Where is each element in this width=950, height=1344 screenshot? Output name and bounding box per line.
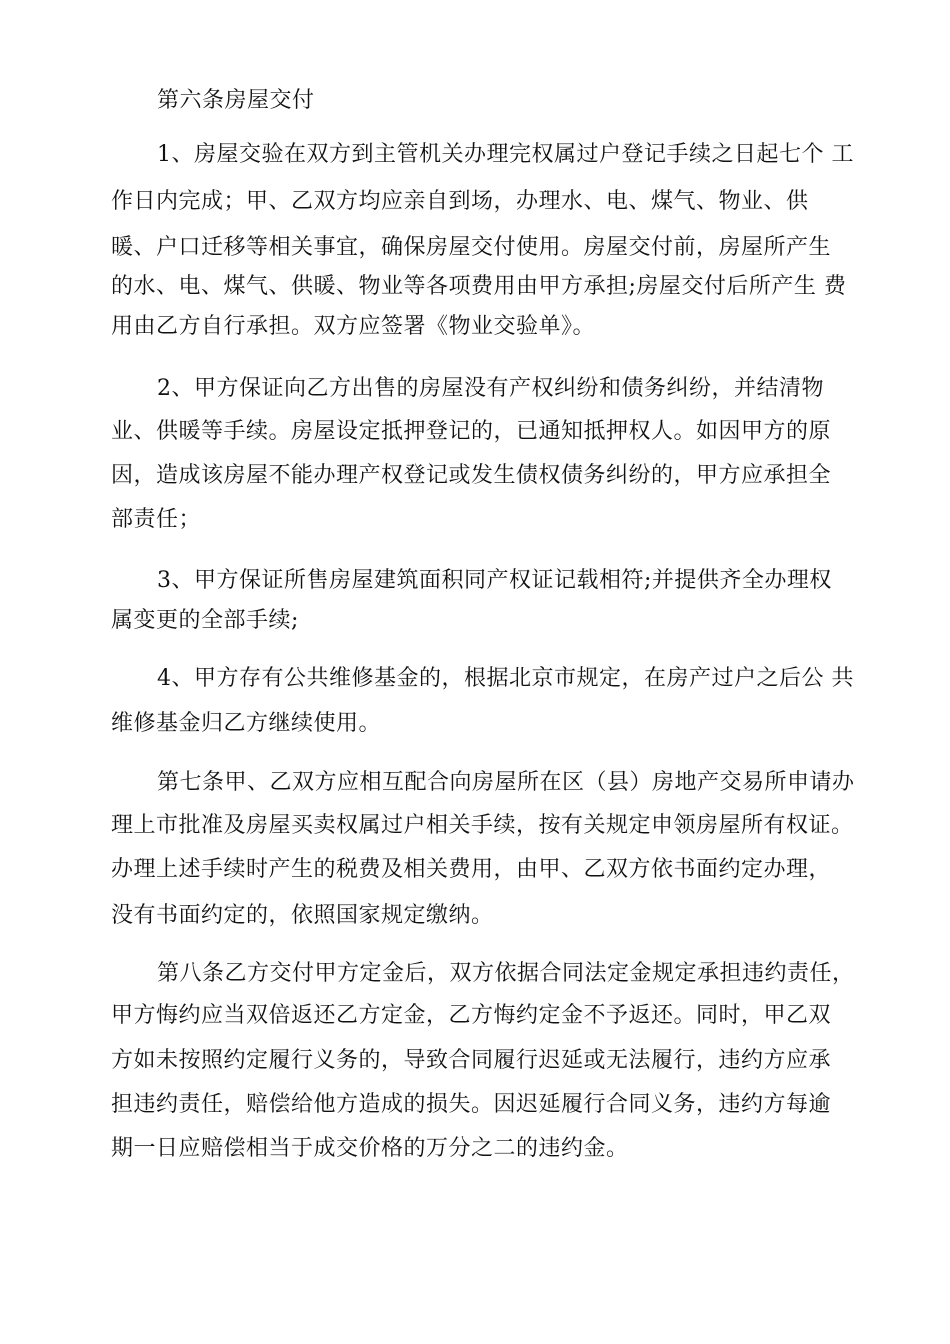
paragraph-1-line-3: 暖、户口迁移等相关事宜，确保房屋交付使用。房屋交付前，房屋所产生	[111, 235, 832, 260]
paragraph-5-line-3: 办理上述手续时产生的税费及相关费用，由甲、乙双方依书面约定办理，	[111, 857, 832, 882]
paragraph-2-line-4: 部责任；	[111, 507, 202, 532]
paragraph-5-line-1: 第七条甲、乙双方应相互配合向房屋所在区（县）房地产交易所申请办	[157, 770, 855, 795]
paragraph-3-line-1: 3、甲方保证所售房屋建筑面积同产权证记载相符;并提供齐全办理权	[157, 568, 832, 593]
paragraph-1-line-4: 的水、电、煤气、供暖、物业等各项费用由甲方承担;房屋交付后所产生 费	[111, 274, 847, 299]
paragraph-6-line-3: 方如未按照约定履行义务的，导致合同履行迟延或无法履行，违约方应承	[111, 1048, 832, 1073]
paragraph-2-line-1: 2、甲方保证向乙方出售的房屋没有产权纠纷和债务纠纷，并结清物	[157, 376, 824, 401]
paragraph-6-line-4: 担违约责任，赔偿给他方造成的损失。因迟延履行合同义务，违约方每逾	[111, 1092, 832, 1117]
paragraph-4-line-2: 维修基金归乙方继续使用。	[111, 711, 382, 736]
paragraph-5-line-4: 没有书面约定的，依照国家规定缴纳。	[111, 903, 494, 928]
paragraph-6-line-1: 第八条乙方交付甲方定金后，双方依据合同法定金规定承担违约责任，	[157, 961, 855, 986]
paragraph-1-line-2: 作日内完成；甲、乙双方均应亲自到场，办理水、电、煤气、物业、供	[111, 189, 809, 214]
paragraph-6-line-5: 期一日应赔偿相当于成交价格的万分之二的违约金。	[111, 1136, 629, 1161]
paragraph-1-line-1: 1、房屋交验在双方到主管机关办理完权属过户登记手续之日起七个 工	[157, 142, 854, 167]
paragraph-6-line-2: 甲方悔约应当双倍返还乙方定金，乙方悔约定金不予返还。同时，甲乙双	[111, 1003, 832, 1028]
paragraph-3-line-2: 属变更的全部手续;	[111, 608, 299, 633]
section-heading: 第六条房屋交付	[157, 88, 315, 113]
paragraph-4-line-1: 4、甲方存有公共维修基金的，根据北京市规定，在房产过户之后公 共	[157, 666, 854, 691]
paragraph-2-line-2: 业、供暖等手续。房屋设定抵押登记的，已通知抵押权人。如因甲方的原	[111, 419, 832, 444]
paragraph-2-line-3: 因，造成该房屋不能办理产权登记或发生债权债务纠纷的，甲方应承担全	[111, 463, 832, 488]
paragraph-5-line-2: 理上市批准及房屋买卖权属过户相关手续，按有关规定申领房屋所有权证。	[111, 813, 854, 838]
paragraph-1-line-5: 用由乙方自行承担。双方应签署《物业交验单》。	[111, 314, 596, 339]
